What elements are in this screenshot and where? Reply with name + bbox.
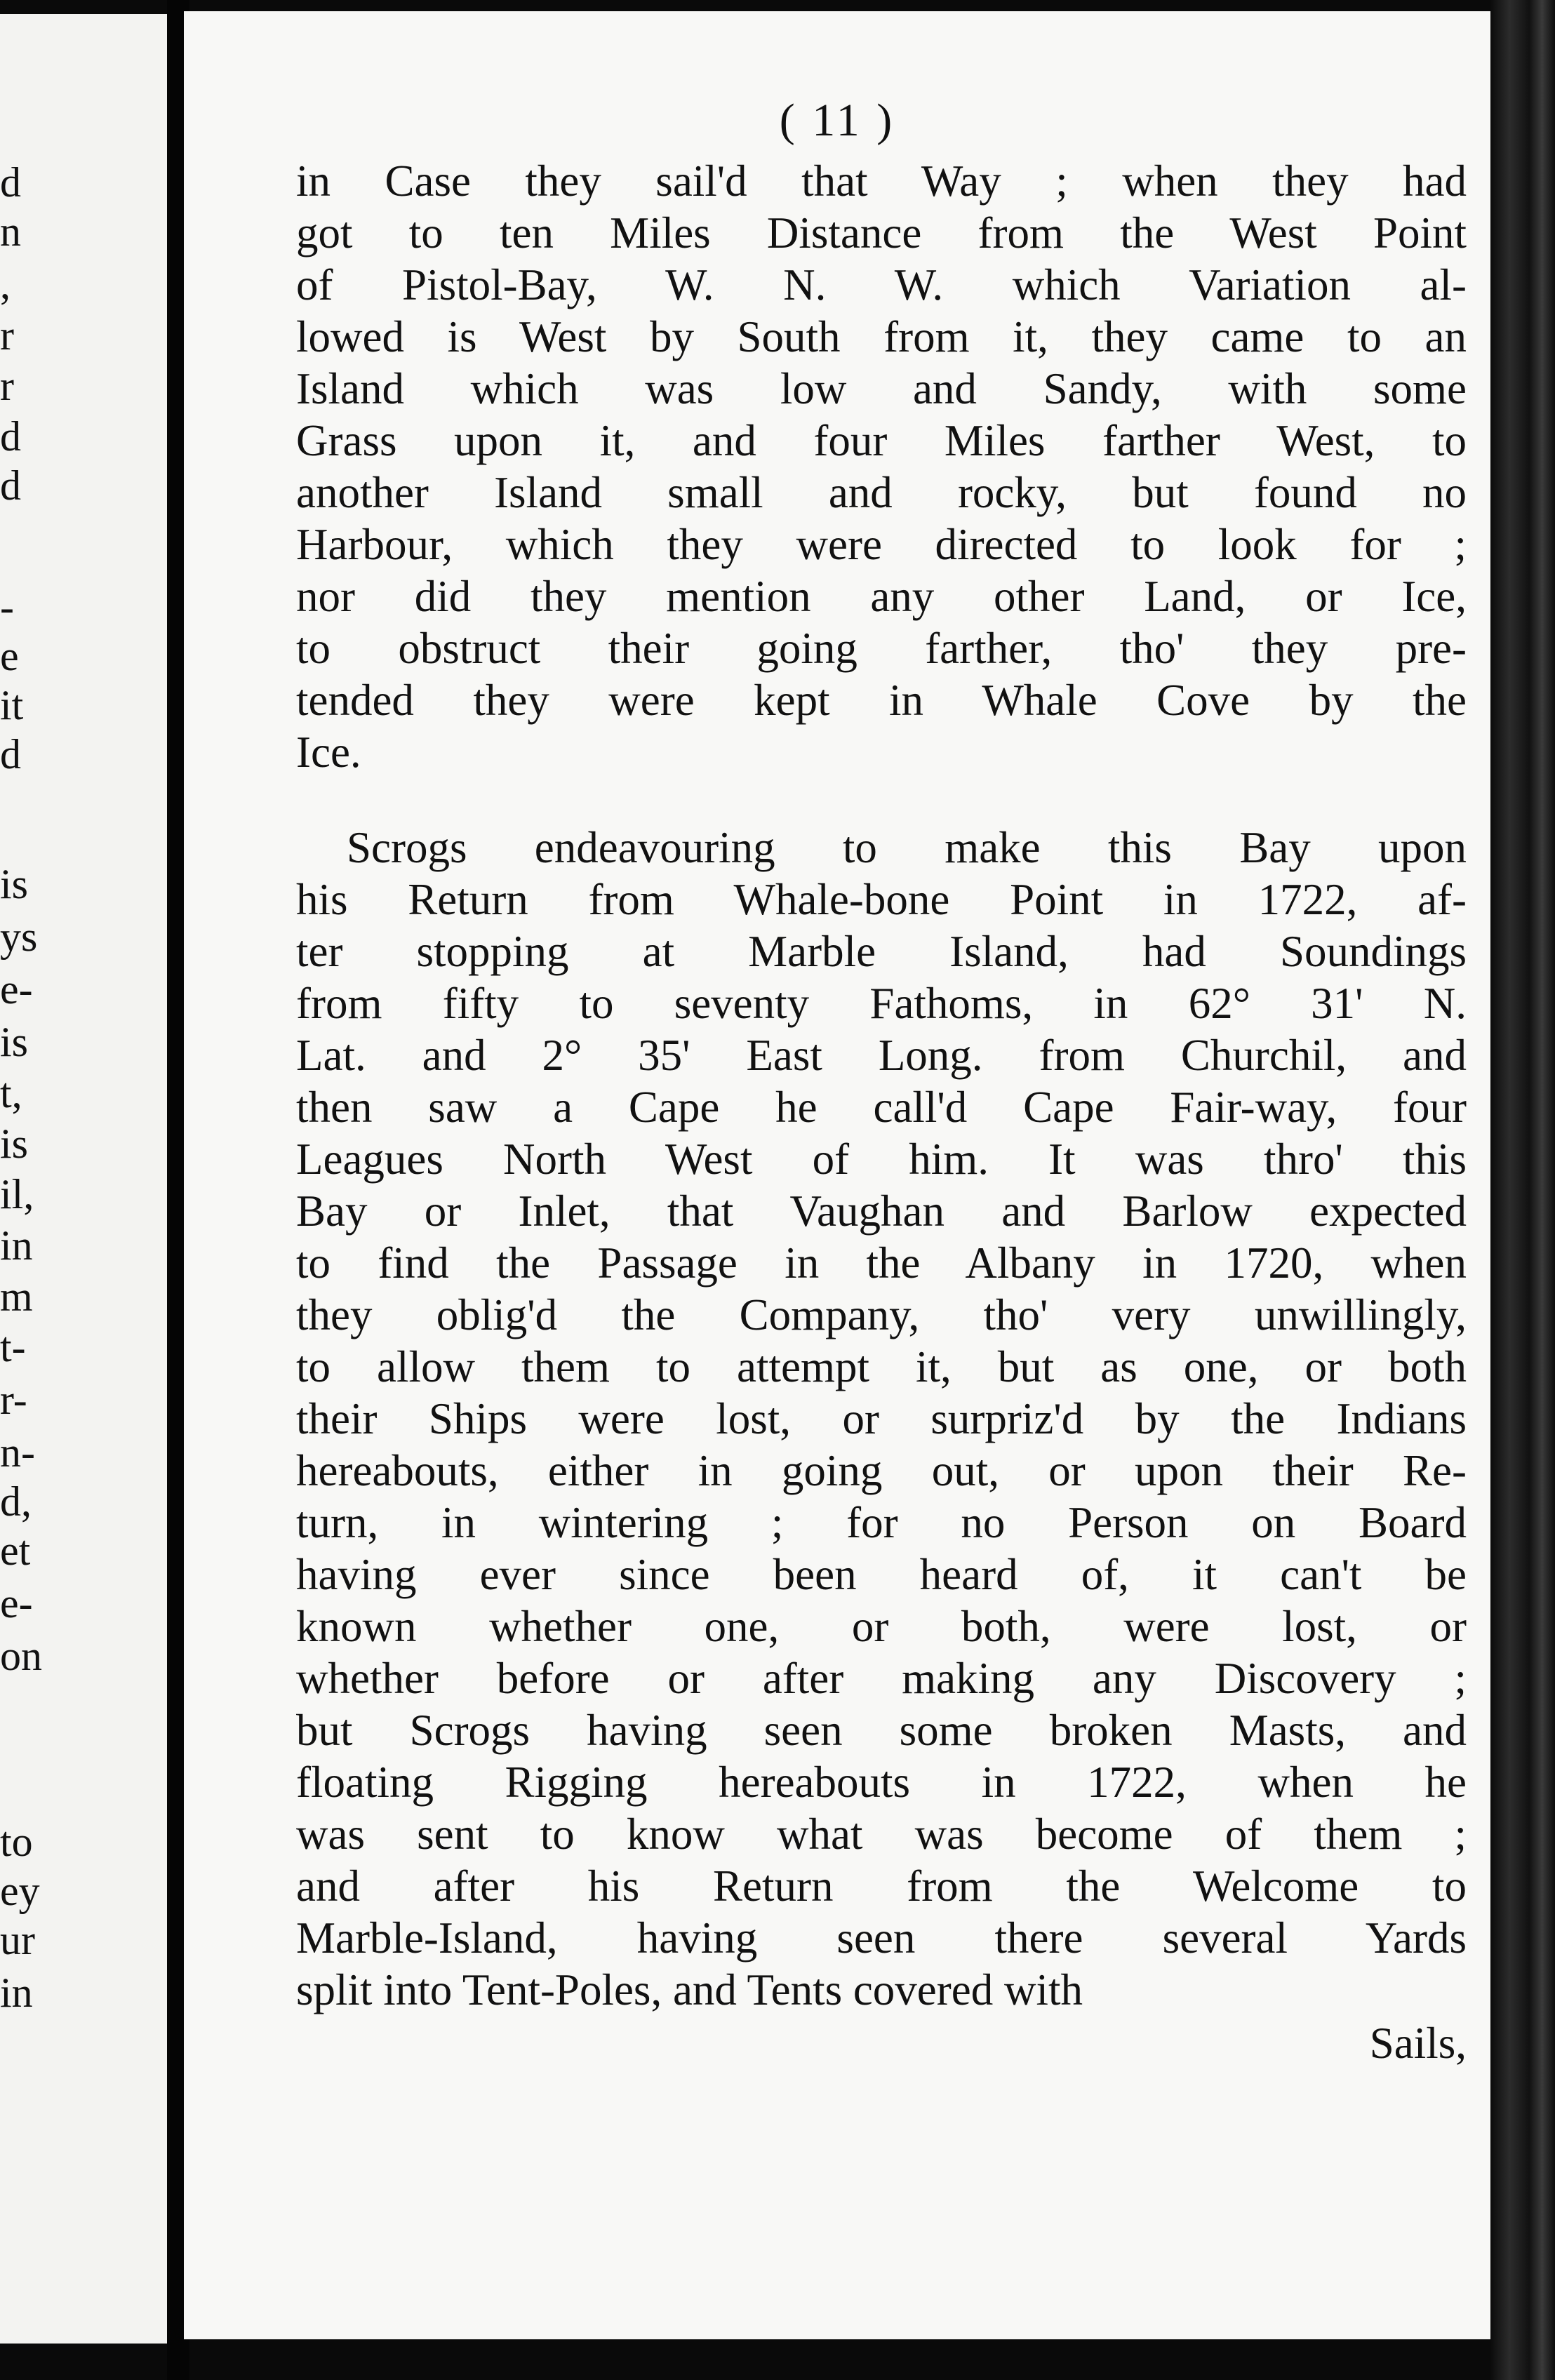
- left-page-fragment: ur: [0, 1917, 35, 1963]
- text-line: Bay or Inlet, that Vaughan and Barlow expected: [296, 1186, 1467, 1236]
- left-page-fragment: in: [0, 1970, 33, 2016]
- book-page: [184, 11, 1490, 2339]
- left-page-fragment: e: [0, 633, 19, 679]
- left-page-fragment: ey: [0, 1868, 40, 1914]
- left-facing-page: [0, 14, 171, 2344]
- left-page-fragment: e-: [0, 1580, 33, 1626]
- text-line: turn, in wintering ; for no Person on Board: [296, 1498, 1467, 1547]
- text-line: in Case they sail'd that Way ; when they had: [296, 156, 1467, 206]
- text-line: Marble-Island, having seen there several Yards: [296, 1913, 1467, 1963]
- text-line: Harbour, which they were directed to look for ;: [296, 520, 1467, 569]
- left-page-fragment: in: [0, 1222, 33, 1269]
- left-page-fragment: ys: [0, 914, 38, 960]
- text-line: nor did they mention any other Land, or Ice,: [296, 572, 1467, 621]
- left-page-fragment: d: [0, 731, 21, 777]
- text-line: whether before or after making any Discovery ;: [296, 1654, 1467, 1703]
- text-line: of Pistol-Bay, W. N. W. which Variation al-: [296, 260, 1467, 309]
- text-line: split into Tent-Poles, and Tents covered with: [296, 1965, 1083, 2014]
- left-page-fragment: t-: [0, 1324, 26, 1370]
- left-page-fragment: r: [0, 363, 14, 409]
- text-line: to allow them to attempt it, but as one, or both: [296, 1342, 1467, 1391]
- page-edge-shadow: [1490, 0, 1555, 2380]
- text-line: another Island small and rocky, but found no: [296, 468, 1467, 517]
- text-line: but Scrogs having seen some broken Masts, and: [296, 1706, 1467, 1755]
- text-line: from fifty to seventy Fathoms, in 62° 31' N.: [296, 979, 1467, 1028]
- text-line: Grass upon it, and four Miles farther West, to: [296, 416, 1467, 465]
- left-page-fragment: d: [0, 413, 21, 460]
- text-line: to obstruct their going farther, tho' they pre-: [296, 624, 1467, 673]
- left-page-fragment: ,: [0, 261, 11, 307]
- catchword: Sails,: [1369, 2019, 1467, 2068]
- left-page-fragment: e-: [0, 966, 33, 1012]
- text-line: Lat. and 2° 35' East Long. from Churchil, and: [296, 1031, 1467, 1080]
- text-line: Scrogs endeavouring to make this Bay upon: [347, 823, 1467, 872]
- text-line: to find the Passage in the Albany in 1720, when: [296, 1238, 1467, 1288]
- left-page-fragment: is: [0, 861, 29, 907]
- text-line: lowed is West by South from it, they came to an: [296, 312, 1467, 361]
- text-line: and after his Return from the Welcome to: [296, 1861, 1467, 1911]
- left-page-fragment: d: [0, 462, 21, 509]
- left-page-fragment: d: [0, 159, 21, 206]
- left-page-fragment: m: [0, 1273, 33, 1320]
- text-line: was sent to know what was become of them ;: [296, 1810, 1467, 1859]
- left-page-fragment: et: [0, 1527, 31, 1574]
- text-line: hereabouts, either in going out, or upon their Re-: [296, 1446, 1467, 1495]
- text-line: ter stopping at Marble Island, had Soundings: [296, 927, 1467, 976]
- left-page-fragment: r-: [0, 1377, 27, 1423]
- left-page-fragment: to: [0, 1819, 33, 1865]
- left-page-fragment: d,: [0, 1478, 32, 1525]
- left-page-fragment: on: [0, 1633, 42, 1679]
- left-page-fragment: it: [0, 682, 24, 728]
- text-line: Leagues North West of him. It was thro' this: [296, 1135, 1467, 1184]
- catchword-block: [296, 2017, 1467, 2069]
- left-page-fragment: -: [0, 584, 14, 630]
- text-line: having ever since been heard of, it can't be: [296, 1550, 1467, 1599]
- left-page-fragment: n: [0, 208, 21, 255]
- left-page-fragment: r: [0, 312, 14, 359]
- left-page-fragment: is: [0, 1019, 29, 1065]
- left-page-fragment: t,: [0, 1070, 22, 1116]
- text-line: known whether one, or both, were lost, or: [296, 1602, 1467, 1651]
- text-line: Ice.: [296, 728, 361, 777]
- text-line: his Return from Whale-bone Point in 1722, af-: [296, 875, 1467, 924]
- left-page-fragment: is: [0, 1121, 29, 1167]
- text-line: they oblig'd the Company, tho' very unwillingly,: [296, 1290, 1467, 1339]
- text-line: Island which was low and Sandy, with some: [296, 364, 1467, 413]
- text-line: then saw a Cape he call'd Cape Fair-way, four: [296, 1083, 1467, 1132]
- left-page-fragment: n-: [0, 1429, 35, 1476]
- text-line: got to ten Miles Distance from the West Point: [296, 208, 1467, 258]
- paragraph-2: [296, 822, 1467, 2016]
- text-line: their Ships were lost, or surpriz'd by the Indians: [296, 1394, 1467, 1443]
- page-number: ( 11 ): [779, 95, 895, 146]
- paragraph-1: [296, 155, 1467, 778]
- text-line: tended they were kept in Whale Cove by the: [296, 676, 1467, 725]
- text-line: floating Rigging hereabouts in 1722, when he: [296, 1758, 1467, 1807]
- left-page-fragment: il,: [0, 1171, 34, 1217]
